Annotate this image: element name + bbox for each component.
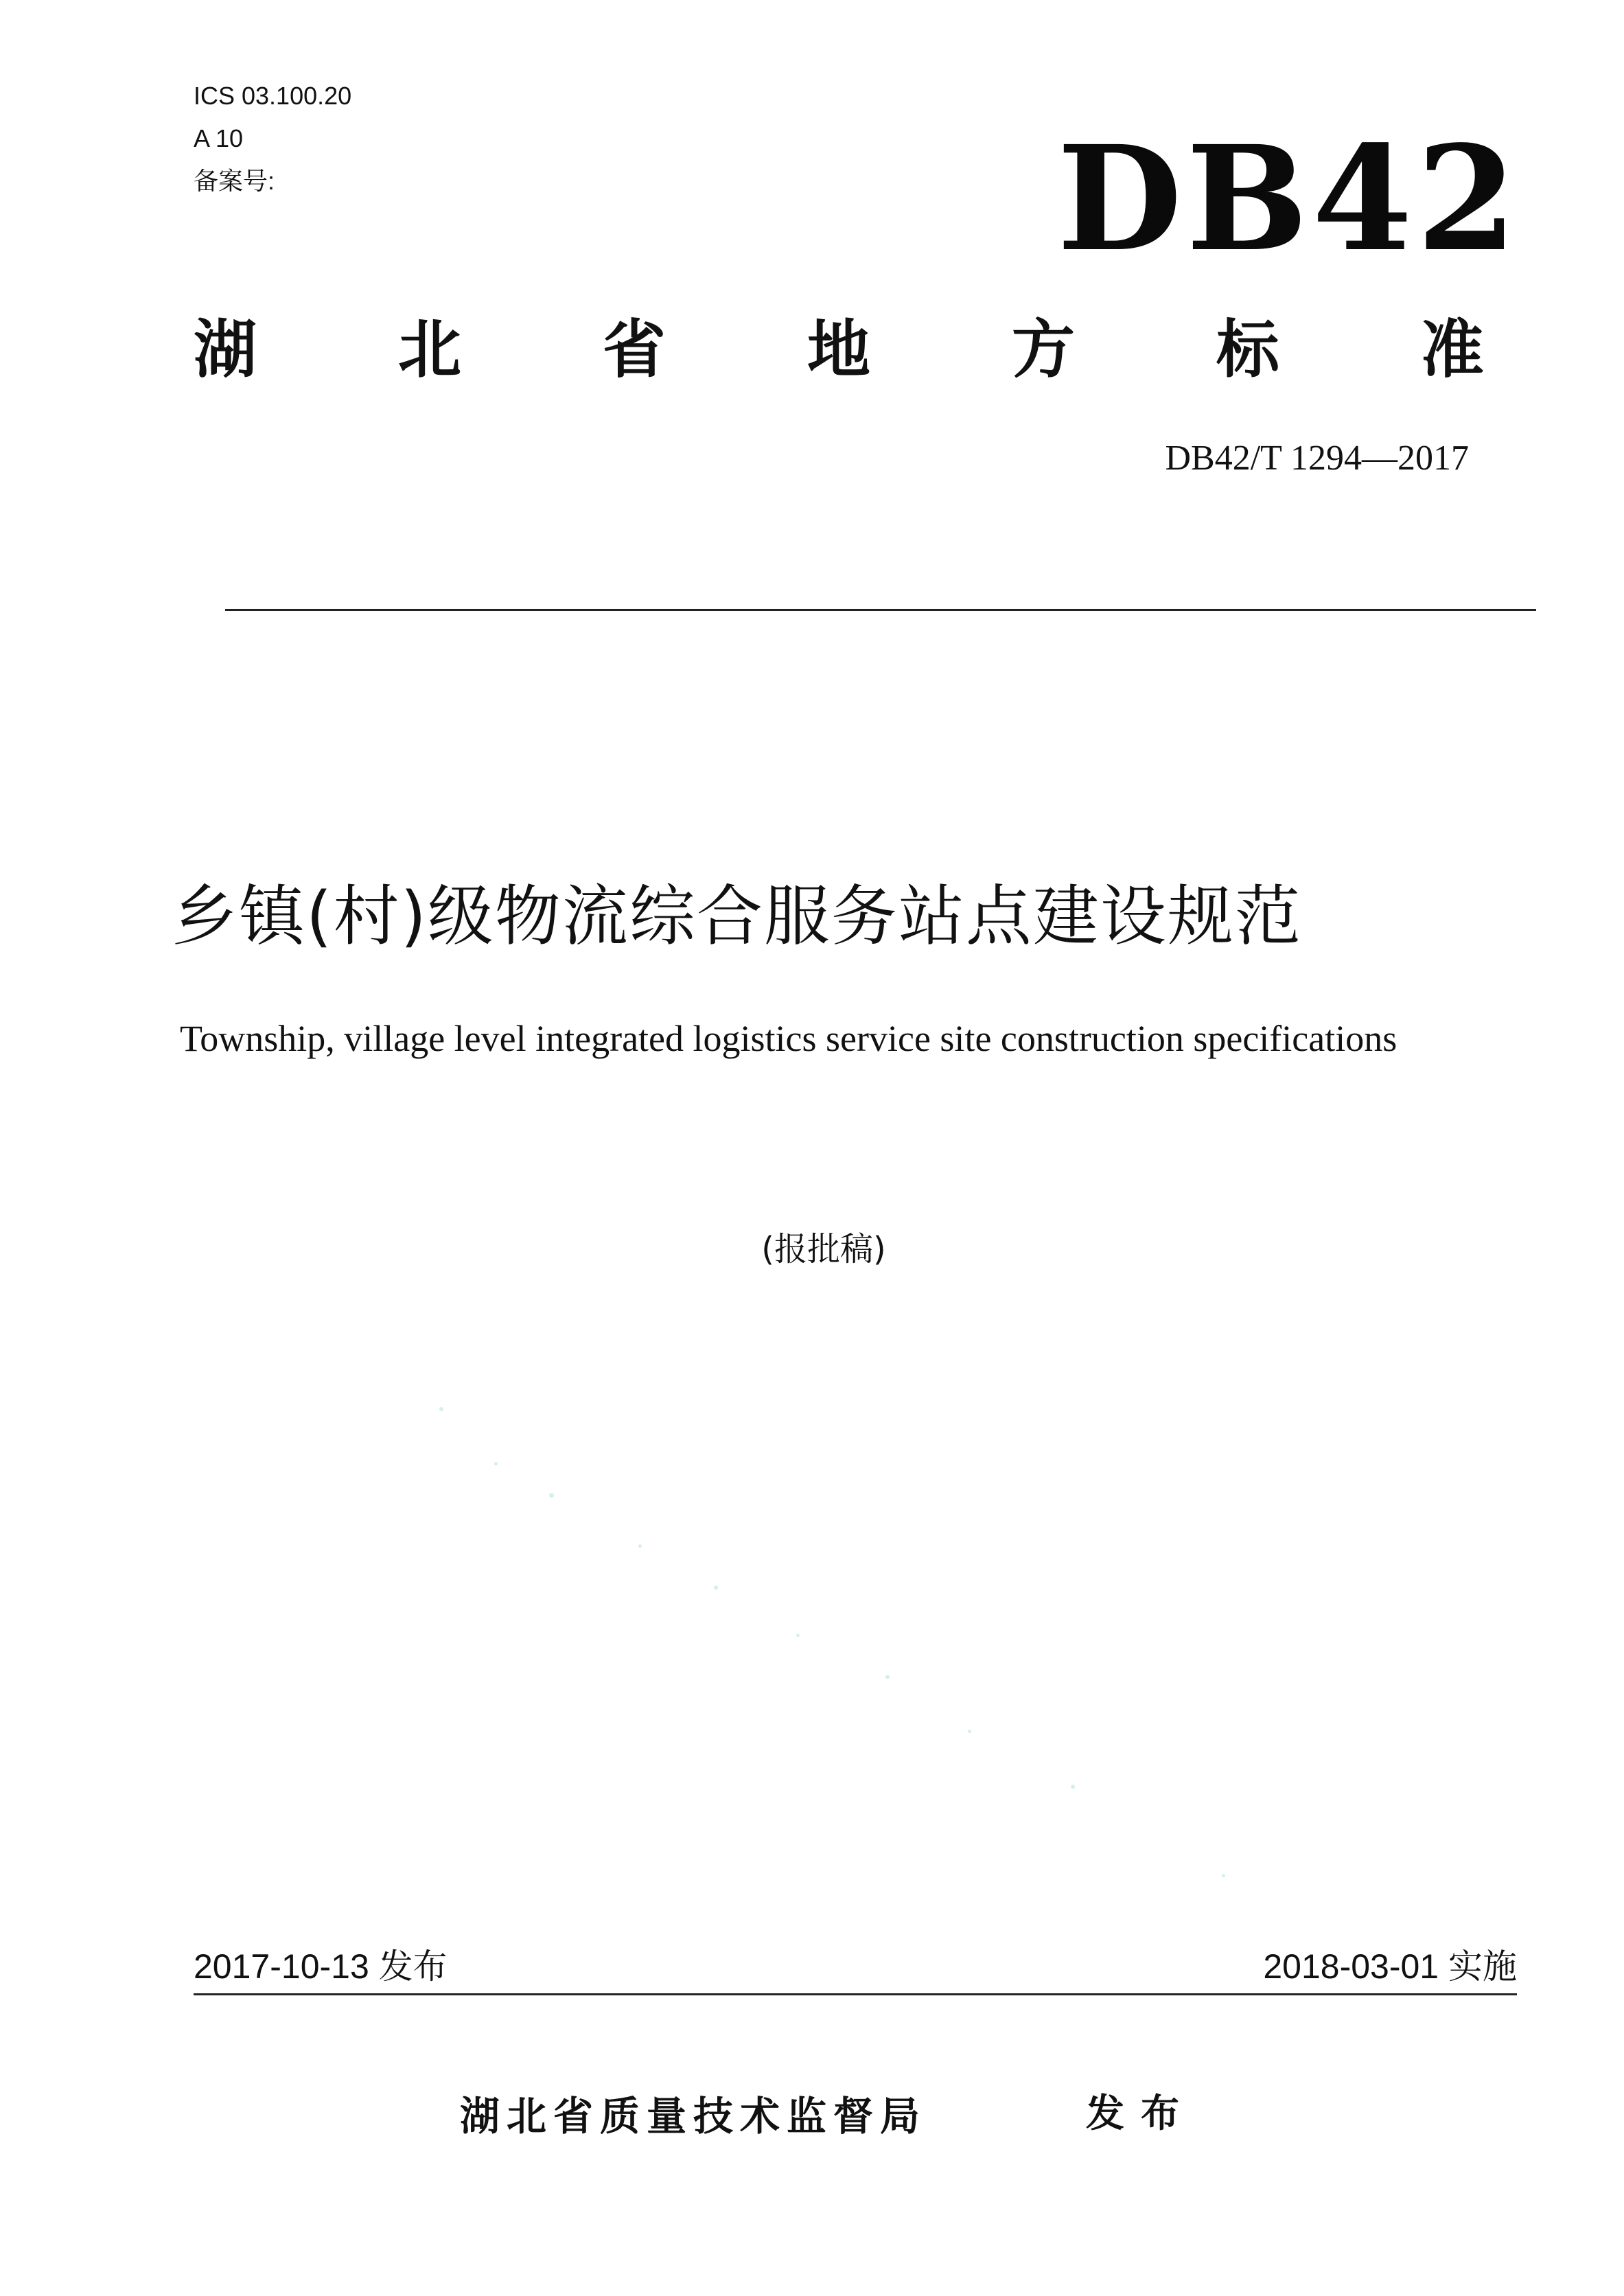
scan-speck: [714, 1586, 718, 1590]
ics-code: ICS 03.100.20: [194, 82, 352, 110]
implementation-date: 2018-03-01 实施: [1263, 1947, 1517, 1986]
scan-speck: [796, 1634, 800, 1637]
scan-speck: [439, 1407, 443, 1411]
ccs-code: A 10: [194, 124, 244, 152]
standard-type-char: 省: [602, 313, 666, 386]
scan-speck: [494, 1462, 498, 1465]
standard-type-char: 标: [1216, 313, 1279, 386]
document-title-chinese: 乡镇(村)级物流综合服务站点建设规范: [172, 878, 1302, 955]
standard-type-char: 准: [1420, 313, 1484, 386]
draft-status: (报批稿): [761, 1230, 886, 1268]
standard-type-char: 北: [397, 313, 461, 386]
document-title-english: Township, village level integrated logistics service site construction specifications: [180, 1018, 1397, 1059]
publish-label: 发布: [1086, 2091, 1196, 2136]
scan-speck: [885, 1675, 890, 1679]
record-number-label: 备案号:: [194, 167, 275, 195]
standard-number: DB42/T 1294—2017: [1165, 439, 1469, 478]
scan-speck: [968, 1730, 971, 1733]
scan-speck: [549, 1493, 554, 1498]
date-divider: [194, 1993, 1517, 1995]
standard-type-heading: [194, 312, 1484, 388]
standard-type-char: 地: [807, 313, 870, 386]
standard-code-logo: DB42: [1057, 114, 1521, 283]
header-divider: [225, 609, 1536, 611]
issue-date: 2017-10-13 发布: [194, 1947, 448, 1986]
scan-speck: [638, 1544, 642, 1548]
standard-type-char: 方: [1011, 313, 1075, 386]
publisher-name: 湖北省质量技术监督局: [460, 2093, 927, 2140]
standard-type-char: 湖: [194, 313, 257, 386]
scan-speck: [1071, 1785, 1075, 1789]
scan-speck: [1222, 1874, 1225, 1877]
